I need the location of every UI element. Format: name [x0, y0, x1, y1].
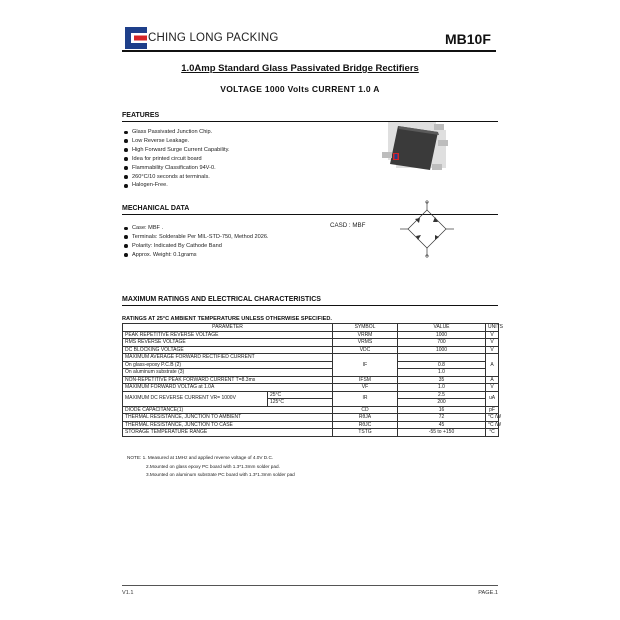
value-cell: 1.0 — [398, 384, 486, 392]
unit-cell: V — [486, 331, 499, 339]
table-row — [123, 376, 499, 384]
table-row — [123, 414, 499, 422]
symbol-cell: RθJC — [333, 421, 398, 429]
symbol-cell: VF — [333, 384, 398, 392]
unit-cell: A — [486, 354, 499, 377]
symbol-cell: IR — [333, 391, 398, 406]
param-cell: MAXIMUM DC REVERSE CURRENT VR= 1000V — [123, 391, 268, 406]
param-cell: RMS REVERSE VOLTAGE — [123, 339, 333, 347]
symbol-cell: VDC — [333, 346, 398, 354]
document-title: 1.0Amp Standard Glass Passivated Bridge Rectifiers — [181, 63, 419, 74]
table-row — [123, 369, 499, 377]
company-name: CHING LONG PACKING — [148, 32, 279, 44]
list-item: High Forward Surge Current Capability. — [124, 146, 230, 155]
unit-cell: uA — [486, 391, 499, 406]
page-number: PAGE.1 — [478, 590, 498, 596]
unit-cell: °C /W — [486, 414, 499, 422]
list-item: Glass Passivated Junction Chip. — [124, 128, 230, 137]
bridge-schematic — [398, 200, 456, 258]
table-row — [123, 339, 499, 347]
unit-cell: V — [486, 346, 499, 354]
list-item: Halogen-Free. — [124, 181, 230, 190]
list-item: Case: MBF . — [124, 224, 269, 233]
param-cell: STORAGE TEMPERATURE RANGE — [123, 429, 333, 437]
col-header: PARAMETER — [123, 324, 333, 332]
table-row — [123, 406, 499, 414]
value-cell: 1.0 — [398, 369, 486, 377]
param-cell: THERMAL RESISTANCE, JUNCTION TO AMBIENT — [123, 414, 333, 422]
value-cell: 700 — [398, 339, 486, 347]
mechanical-heading: MECHANICAL DATA — [122, 205, 498, 215]
value-cell: -55 to +150 — [398, 429, 486, 437]
table-row — [123, 354, 499, 362]
param-cell: NON-REPETITIVE PEAK FORWARD CURRENT T=8.3ms — [123, 376, 333, 384]
notes-list — [127, 454, 295, 480]
table-row — [123, 384, 499, 392]
unit-cell: °C /W — [486, 421, 499, 429]
col-header: SYMBOL — [333, 324, 398, 332]
param-cell: THERMAL RESISTANCE, JUNCTION TO CASE — [123, 421, 333, 429]
col-header: UNITS — [486, 324, 499, 332]
temp-cell: 125°C — [268, 399, 333, 407]
unit-cell: °C — [486, 429, 499, 437]
company-logo — [125, 27, 147, 49]
unit-cell: A — [486, 376, 499, 384]
ratings-heading: MAXIMUM RATINGS AND ELECTRICAL CHARACTERISTICS — [122, 296, 498, 306]
table-row — [123, 331, 499, 339]
symbol-cell: TSTG — [333, 429, 398, 437]
header-divider — [122, 50, 496, 52]
case-label: CASD : MBF — [330, 222, 366, 229]
mechanical-list — [124, 224, 269, 260]
value-cell: 200 — [398, 399, 486, 407]
param-cell: DIODE CAPACITANCE(1) — [123, 406, 333, 414]
param-cell: MAXIMUM AVERAGE FORWARD RECTIFIED CURRENT — [123, 354, 333, 362]
list-item: Idea for printed circuit board — [124, 155, 230, 164]
voltage-current-summary: VOLTAGE 1000 Volts CURRENT 1.0 A — [220, 84, 380, 94]
list-item: Low Reverse Leakage. — [124, 137, 230, 146]
unit-cell: pF — [486, 406, 499, 414]
table-row — [123, 346, 499, 354]
part-number: MB10F — [445, 31, 491, 47]
symbol-cell: VRMS — [333, 339, 398, 347]
package-photo — [378, 118, 458, 178]
param-cell: PEAK REPETITIVE REVERSE VOLTAGE — [123, 331, 333, 339]
symbol-cell: IFSM — [333, 376, 398, 384]
param-cell: On aluminum substrate (3) — [123, 369, 333, 377]
footer-divider — [122, 585, 498, 586]
value-cell: 45 — [398, 421, 486, 429]
col-header: VALUE — [398, 324, 486, 332]
value-cell: 1000 — [398, 346, 486, 354]
note-item: 2.Mounted on glass epoxy PC board with 1.3*1.3mm solder pad. — [146, 463, 280, 469]
list-item: Terminals: Solderable Per MIL-STD-750, Method 2026. — [124, 233, 269, 242]
features-heading: FEATURES — [122, 112, 498, 122]
temp-cell: 25°C — [268, 391, 333, 399]
value-cell: 1000 — [398, 331, 486, 339]
value-cell: 16 — [398, 406, 486, 414]
ratings-caption: RATINGS AT 25°C AMBIENT TEMPERATURE UNLESS OTHERWISE SPECIFIED. — [122, 316, 332, 322]
features-list — [124, 128, 230, 190]
unit-cell: V — [486, 384, 499, 392]
table-row — [123, 421, 499, 429]
table-row — [123, 361, 499, 369]
value-cell: 72 — [398, 414, 486, 422]
symbol-cell: CD — [333, 406, 398, 414]
value-cell — [398, 354, 486, 362]
value-cell: 2.5 — [398, 391, 486, 399]
list-item: Approx. Weight: 0.1grams — [124, 251, 269, 260]
note-item: 3.Mounted on aluminum substrate PC board with 1.3*1.3mm solder pad — [146, 472, 295, 477]
param-cell: DC BLOCKING VOLTAGE — [123, 346, 333, 354]
version-label: V1.1 — [122, 590, 134, 596]
table-header-row — [123, 324, 499, 332]
param-cell: On glass-epoxy P.C.B (2) — [123, 361, 333, 369]
param-cell: MAXIMUM FORWARD VOLTAG at 1.0A — [123, 384, 333, 392]
symbol-cell: VRRM — [333, 331, 398, 339]
table-row — [123, 391, 499, 399]
value-cell: 0.8 — [398, 361, 486, 369]
unit-cell: V — [486, 339, 499, 347]
list-item: 260°C/10 seconds at terminals. — [124, 173, 230, 182]
table-row — [123, 429, 499, 437]
value-cell: 35 — [398, 376, 486, 384]
list-item: Flammability Classification 94V-0. — [124, 164, 230, 173]
symbol-cell: RθJA — [333, 414, 398, 422]
list-item: Polarity: Indicated By Cathode Band — [124, 242, 269, 251]
note-item: NOTE: 1. Measured at 1MHz and applied reverse voltage of 4.0V D.C. — [127, 455, 274, 460]
ratings-table — [122, 323, 503, 437]
symbol-cell: IF — [333, 354, 398, 377]
